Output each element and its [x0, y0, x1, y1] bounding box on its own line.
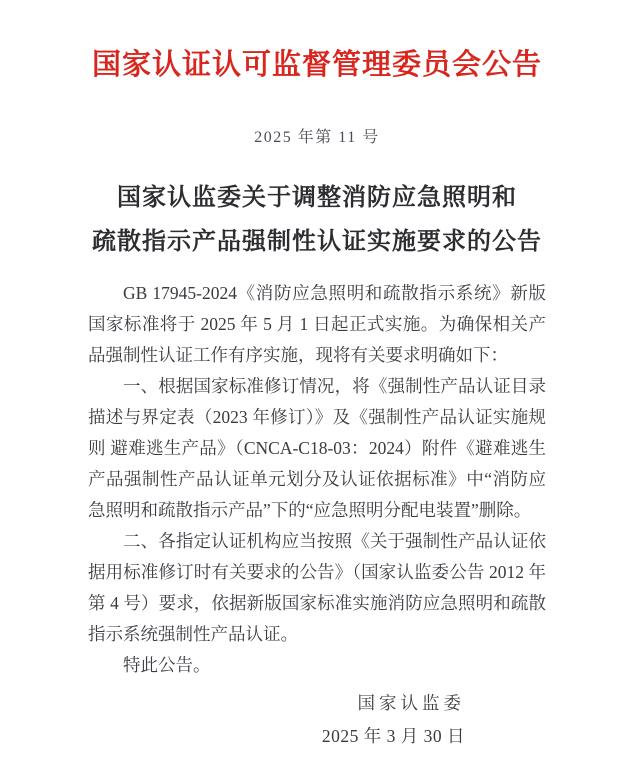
- document-number: 2025 年第 11 号: [254, 129, 380, 146]
- document-body: [88, 278, 546, 681]
- issuing-authority-title: 国家认证认可监督管理委员会公告: [91, 49, 542, 81]
- paragraph-item-2: 二、各指定认证机构应当按照《关于强制性产品认证依据用标准修订时有关要求的公告》（国家认监委公告 2012 年第 4 号）要求，依据新版国家标准实施消防应急照明和疏散指示系统强制性产品认证。: [88, 531, 546, 644]
- signature-block: [88, 687, 465, 753]
- paragraph-intro: GB 17945-2024《消防应急照明和疏散指示系统》新版国家标准将于 2025 年 5 月 1 日起正式实施。为确保相关产品强制性认证工作有序实施，现将有关要求明确如下：: [88, 283, 546, 365]
- announcement-title: [88, 176, 546, 264]
- paragraph-closing: 特此公告。: [123, 655, 211, 675]
- paragraph-item-1: 一、根据国家标准修订情况，将《强制性产品认证目录描述与界定表（2023 年修订）》及《强制性产品认证实施规则 避难逃生产品》（CNCA-C18-03：2024）附件《避难逃生产品强制性产品认证单元划分及认证依据标准》中“消防应急照明和疏散指示产品”下的“应急照明分配电装置”删除。: [88, 376, 546, 520]
- announcement-title-line-1: 国家认监委关于调整消防应急照明和: [117, 185, 517, 211]
- signature-date: 2025 年 3 月 30 日: [321, 726, 465, 746]
- announcement-title-line-2: 疏散指示产品强制性认证实施要求的公告: [92, 229, 542, 255]
- signer-name: 国家认监委: [357, 693, 465, 713]
